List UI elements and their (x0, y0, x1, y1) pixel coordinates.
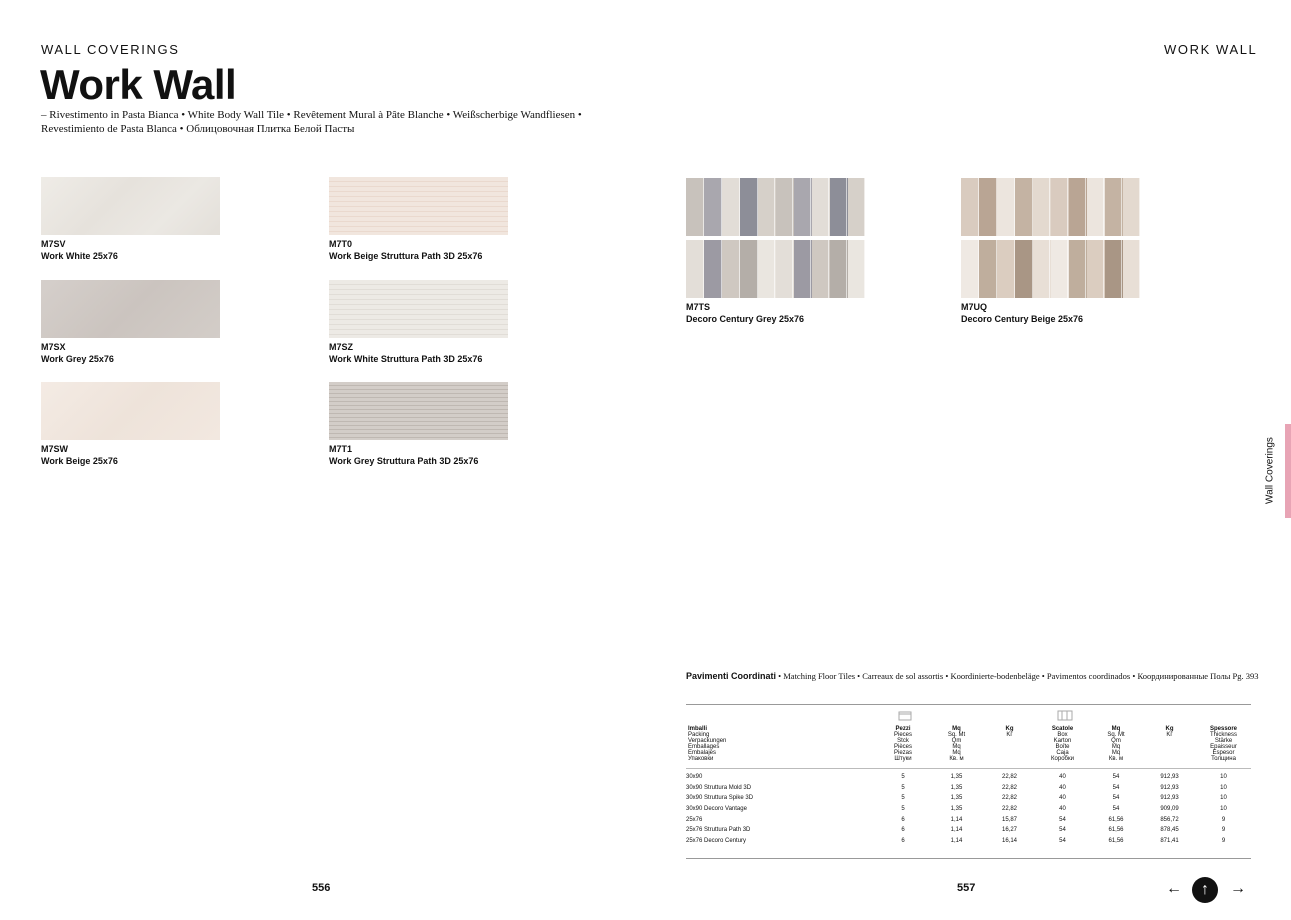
table-cell: 30x90 (686, 774, 703, 781)
table-cell: 54 (1112, 784, 1120, 791)
tile-code: M7SZ (329, 342, 354, 352)
decor-swatch-beige (961, 178, 1140, 298)
table-header-text: Kг (1006, 732, 1013, 738)
table-cell: 909,09 (1160, 806, 1179, 813)
table-header (1196, 726, 1251, 766)
table-cell: 9 (1221, 837, 1226, 844)
table-header-text: Thickness Stärke Epaisseur Espesor Толщина (1209, 732, 1237, 762)
table-cell: 10 (1220, 806, 1227, 813)
tile-code: M7SX (41, 342, 66, 352)
tile-name: Work Grey 25x76 (41, 354, 114, 364)
decor-swatch-grey (686, 178, 865, 298)
table-cell: 1,14 (950, 827, 963, 834)
table-header (876, 726, 930, 766)
table-cell: 40 (1059, 806, 1066, 813)
page-number-right: 557 (957, 882, 976, 894)
tile-name: Work Beige Struttura Path 3D 25x76 (329, 251, 483, 261)
table-cell: 871,41 (1160, 837, 1179, 844)
tile-code: M7TS (686, 302, 711, 312)
tile-name: Decoro Century Beige 25x76 (961, 314, 1084, 324)
floor-tiles-text: • Matching Floor Tiles • Carreaux de sol assortis • Koordinierte-bodenbeläge • Pavimentos coordinados • Координированные Полы Pg. 393 (776, 671, 1259, 681)
table-header (1089, 726, 1143, 766)
table-cell: 1,35 (950, 806, 963, 813)
tile-name: Work Beige 25x76 (41, 456, 118, 466)
page-title: Work Wall (40, 61, 237, 108)
table-cell: 856,72 (1160, 816, 1179, 823)
tile-swatch (41, 177, 220, 235)
packing-table (686, 726, 1251, 846)
table-cell: 10 (1220, 774, 1227, 781)
tile-code: M7UQ (961, 302, 988, 312)
prev-page-button[interactable]: ← (1166, 880, 1182, 897)
table-row (686, 825, 1251, 836)
table-header (1036, 726, 1089, 766)
floor-tiles-heading (686, 671, 1266, 681)
table-cell: 1,35 (950, 784, 963, 791)
table-cell: 54 (1059, 827, 1066, 834)
table-cell: 5 (901, 806, 905, 813)
product-tile[interactable] (686, 178, 865, 325)
page-subtitle: – Rivestimento in Pasta Bianca • White Body Wall Tile • Revêtement Mural à Pâte Blanche • Weißscherbige Wandfliesen • Revestimiento de Pasta Blanca • Облицовочная Плитка Белой Пасты (41, 109, 582, 135)
table-cell: 10 (1220, 784, 1227, 791)
table-cell: 5 (901, 795, 905, 802)
tile-code: M7T1 (329, 444, 353, 454)
table-cell: 40 (1059, 784, 1066, 791)
tile-name: Work White 25x76 (41, 251, 118, 261)
table-cell: 5 (901, 774, 905, 781)
table-row (686, 772, 1251, 783)
table-cell: 22,82 (1001, 806, 1017, 813)
table-cell: 22,82 (1001, 774, 1017, 781)
table-cell: 1,35 (950, 795, 963, 802)
table-row (686, 814, 1251, 825)
table-cell: 25x76 (686, 816, 703, 823)
table-cell: 30x90 Struttura Spike 3D (686, 795, 754, 802)
table-header-bold: Mq (1111, 726, 1121, 732)
table-cell: 25x76 Struttura Path 3D (686, 827, 751, 834)
product-tile[interactable] (41, 177, 220, 262)
floor-tiles-label: Pavimenti Coordinati (686, 671, 777, 681)
table-cell: 16,27 (1001, 827, 1017, 834)
table-cell: 912,93 (1160, 774, 1179, 781)
scroll-top-button[interactable]: ↑ (1192, 877, 1218, 903)
table-header-text: Pieces Stck Pièces Piezas Штуки (893, 732, 912, 762)
section-label: WALL COVERINGS (41, 42, 180, 57)
table-cell: 54 (1112, 795, 1120, 802)
pallet-icon (1057, 710, 1073, 721)
table-header-bold: Kg (1005, 726, 1014, 732)
table-cell: 61,56 (1108, 837, 1124, 844)
table-cell: 54 (1059, 837, 1066, 844)
table-row (686, 793, 1251, 804)
table-cell: 40 (1059, 774, 1066, 781)
table-row (686, 804, 1251, 815)
product-tile[interactable] (329, 177, 508, 262)
tile-name: Decoro Century Grey 25x76 (686, 314, 805, 324)
product-tile[interactable] (329, 382, 508, 467)
product-tile[interactable] (41, 382, 220, 467)
table-header-bold: Kg (1165, 726, 1174, 732)
tile-code: M7SW (41, 444, 68, 454)
tile-name: Work White Struttura Path 3D 25x76 (329, 354, 483, 364)
table-cell: 30x90 Struttura Mold 3D (686, 784, 752, 791)
side-tab-accent (1285, 424, 1291, 518)
table-rule-bottom (686, 858, 1251, 859)
table-cell: 9 (1221, 827, 1226, 834)
tile-swatch (329, 382, 508, 440)
table-header-bold: Spessore (1209, 726, 1237, 732)
tile-name: Work Grey Struttura Path 3D 25x76 (329, 456, 479, 466)
table-cell: 54 (1112, 806, 1120, 813)
table-header (983, 726, 1036, 766)
table-header (1143, 726, 1196, 766)
table-rule-top (686, 704, 1251, 705)
table-header (930, 726, 983, 766)
table-cell: 5 (901, 784, 905, 791)
page-number-left: 556 (312, 882, 331, 894)
table-header-bold: Imballi (688, 726, 708, 732)
table-cell: 61,56 (1108, 816, 1124, 823)
table-header-bold: Scatole (1051, 726, 1074, 732)
table-cell: 16,14 (1001, 837, 1017, 844)
table-cell: 9 (1221, 816, 1226, 823)
table-cell: 15,87 (1001, 816, 1017, 823)
table-cell: 10 (1220, 795, 1227, 802)
tile-code: M7T0 (329, 239, 353, 249)
table-cell: 54 (1112, 774, 1120, 781)
table-cell: 6 (901, 827, 905, 834)
table-cell: 54 (1059, 816, 1066, 823)
table-cell: 30x90 Decoro Vantage (686, 806, 747, 813)
table-cell: 912,93 (1160, 784, 1179, 791)
tile-swatch (329, 177, 508, 235)
section-label-right: WORK WALL (1164, 42, 1258, 57)
tile-swatch (329, 280, 508, 338)
table-header-text: Packing Verpackungen Emballages Embalajes Упаковки (688, 732, 727, 762)
table-cell: 25x76 Decoro Century (686, 837, 747, 844)
table-cell: 1,14 (950, 816, 963, 823)
tile-swatch (41, 280, 220, 338)
table-header (686, 726, 876, 766)
table-cell: 878,45 (1160, 827, 1179, 834)
table-cell: 61,56 (1108, 827, 1124, 834)
table-header-text: Sq. Mt Qm Mq Mq Кв. м (1107, 732, 1125, 762)
table-header-bold: Mq (952, 726, 961, 732)
table-header-text: Kг (1166, 732, 1173, 738)
table-cell: 912,93 (1160, 795, 1179, 802)
table-header-bold: Pezzi (895, 726, 911, 732)
tile-code: M7SV (41, 239, 66, 249)
product-tile[interactable] (961, 178, 1140, 325)
table-header-text: Box Karton Boîte Caja Коробки (1051, 732, 1074, 762)
box-icon (898, 710, 912, 721)
table-cell: 1,14 (950, 837, 963, 844)
table-cell: 6 (901, 816, 905, 823)
table-header-text: Sq. Mt Qm Mq Mq Кв. м (947, 732, 966, 762)
table-cell: 22,82 (1001, 795, 1017, 802)
next-page-button[interactable]: → (1230, 880, 1246, 897)
table-row (686, 836, 1251, 847)
product-tile[interactable] (329, 280, 508, 365)
side-tab-label[interactable]: Wall Coverings (1264, 437, 1276, 504)
table-cell: 1,35 (950, 774, 963, 781)
table-cell: 40 (1059, 795, 1066, 802)
product-tile[interactable] (41, 280, 220, 365)
table-cell: 6 (901, 837, 905, 844)
table-header-row (686, 726, 1251, 766)
tile-swatch (41, 382, 220, 440)
table-row (686, 783, 1251, 794)
table-cell: 22,82 (1001, 784, 1017, 791)
